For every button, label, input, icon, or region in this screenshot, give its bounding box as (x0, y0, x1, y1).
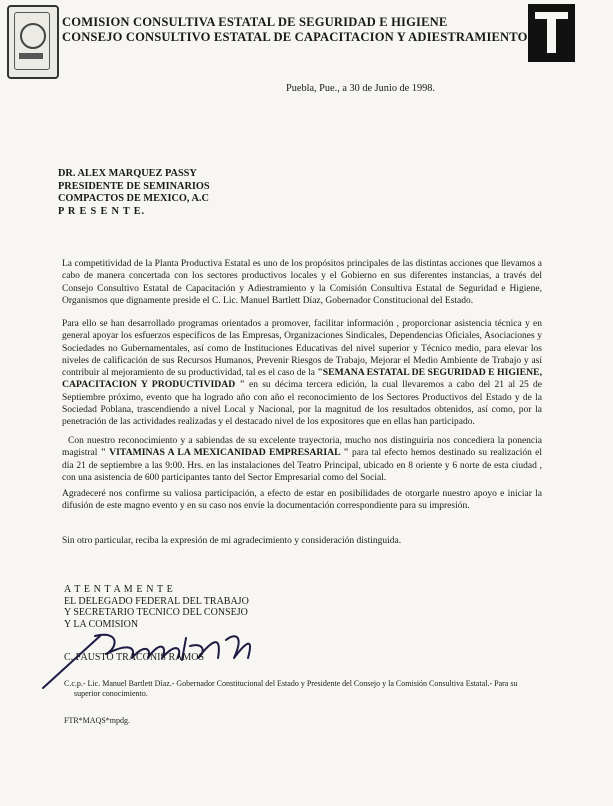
signer-title-2: Y SECRETARIO TECNICO DEL CONSEJO (64, 607, 248, 618)
closing-salutation: A T E N T A M E N T E (64, 584, 174, 595)
recipient-title: PRESIDENTE DE SEMINARIOS (58, 180, 210, 192)
recipient-block (58, 168, 210, 218)
letterhead-line-2: CONSEJO CONSULTIVO ESTATAL DE CAPACITACION Y ADIESTRAMIENTO (62, 30, 528, 44)
paragraph-3-text-b: para tal efecto hemos destinado su realización el día 21 de septiembre a las 9:00. Hrs. en las instalaciones del Teatro Principal, ubicado en 8 oriente y 6 norte de esta ciudad , con una asistencia de 600 participantes tanto del Sector Empresarial como del Social. (62, 448, 542, 483)
ccp-block (64, 679, 544, 699)
body-paragraph-3 (62, 435, 542, 484)
recipient-name: DR. ALEX MARQUEZ PASSY (58, 168, 197, 179)
ccp-line-2: superior conocimiento. (74, 689, 148, 698)
signer-title-1: EL DELEGADO FEDERAL DEL TRABAJO (64, 595, 249, 607)
event-name-highlight: "SEMANA ESTATAL DE SEGURIDAD E HIGIENE, CAPACITACION Y PRODUCTIVIDAD " (62, 367, 542, 391)
recipient-presente: P R E S E N T E. (58, 205, 145, 217)
recipient-organization: COMPACTOS DE MEXICO, A.C (58, 193, 209, 204)
signer-name: C. FAUSTO TRACONIS RAMOS (64, 652, 205, 663)
letterhead-line-1: COMISION CONSULTIVA ESTATAL DE SEGURIDAD E HIGIENE (62, 15, 448, 29)
t-logo-icon (528, 4, 575, 62)
paragraph-3-text-a: Con nuestro reconocimiento y a sabiendas de su excelente trayectoria, mucho nos distinguiría nos concediera la ponencia magistral (62, 436, 542, 459)
paragraph-2-text-b: en su décima tercera edición, la cual llevaremos a cabo del 21 al 25 de Septiembre próximo, evento que ha logrado año con año el reconocimiento de los Sectores Productivos del Estado y de la Sociedad Poblana, trascendiendo a nivel Local y Nacional, por la magnitud de los resultados obtenidos, así como, por la penetración de las actividades realizadas y el destacado nivel de los expositores que en ellas han participado. (62, 380, 542, 428)
body-paragraph-5: Sin otro particular, reciba la expresión de mi agradecimiento y consideración distinguida. (62, 536, 402, 546)
date-line: Puebla, Pue., a 30 de Junio de 1998. (286, 83, 435, 94)
body-paragraph-4: Agradeceré nos confirme su valiosa participación, a efecto de estar en posibilidades de otorgarle nuestro apoyo e iniciar la difusión de este magno evento y en su caso nos envíe la documentación correspondiente para su impresión. (62, 489, 542, 512)
paragraph-2-text-a: Para ello se han desarrollado programas orientados a promover, facilitar información , proporcionar asistencia técnica y en general apoyar los esfuerzos específicos de las Empresas, Organizaciones Sindicales, Dependencias Oficiales, Asociaciones y Sociedades no Gubernamentales, así como de Instituciones Educativas del nivel superior y Técnico medio, para elevar los niveles de calificación de sus Recursos Humanos, Prevenir Riesgos de Trabajo, Mejorar el Medio Ambiente de Trabajo y así contribuir al mejoramiento de su productividad, tal es el caso de la (62, 319, 542, 379)
body-paragraph-2 (62, 318, 542, 429)
signer-title-3: Y LA COMISION (64, 618, 139, 630)
ccp-line-1: C.c.p.- Lic. Manuel Bartlett Díaz.- Gobernador Constitucional del Estado y Presidente del Consejo y la Comisión Consultiva Estatal.- Para su (64, 679, 518, 688)
lecture-title-highlight: " VITAMINAS A LA MEXICANIDAD EMPRESARIAL " (100, 447, 349, 459)
body-paragraph-1: La competitividad de la Planta Productiva Estatal es uno de los propósitos principales de las distintas acciones que llevamos a cabo de manera concertada con los sectores productivos locales y el Gobierno en sus diferentes instancias, a través del Consejo Consultivo Estatal de Capacitación y Adiestramiento y la Comisión Consultiva Estatal de Seguridad e Higiene, Organismos que dignamente preside el C. Lic. Manuel Bartlett Díaz, Gobernador Constitucional del Estado. (62, 259, 542, 306)
state-seal-logo (7, 5, 59, 79)
reference-initials: FTR*MAQS*mpdg. (64, 716, 131, 725)
